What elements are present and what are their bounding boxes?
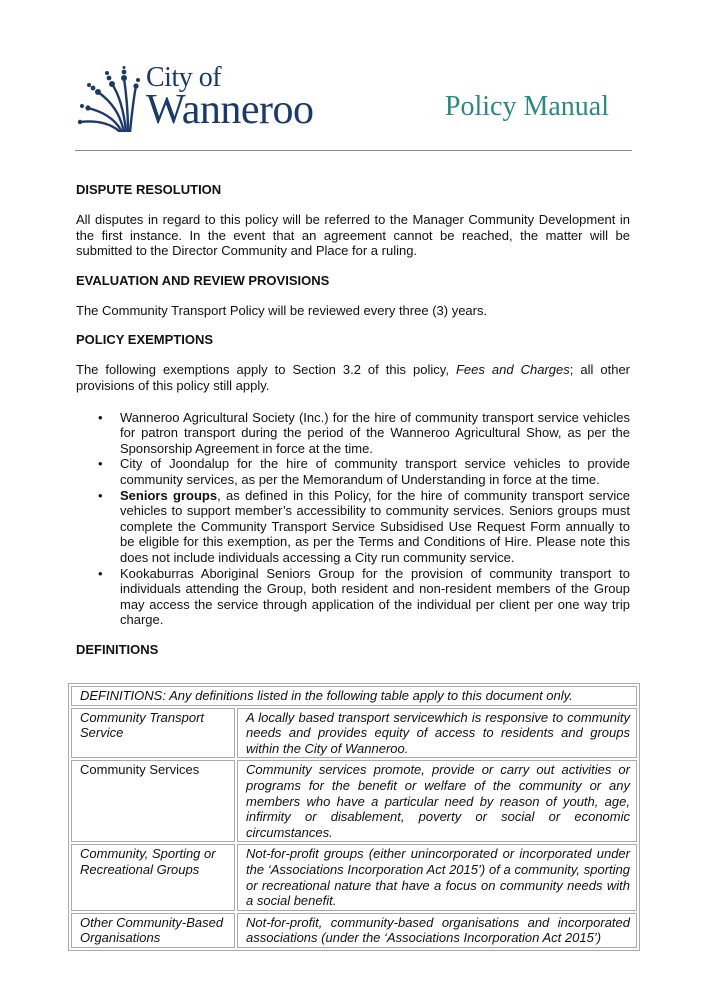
list-item: • Seniors groups, as defined in this Policy, for the hire of community transport service vehicles to support member’s accessibility to community services. Seniors groups must complete the Community Transport Service Subsidised Use Request Form annually to be eligible for this exemption, as per the Terms and Conditions of Hire. Please note this does not include individuals accessing a City run community service.: [98, 487, 630, 565]
list-item: • Wanneroo Agricultural Society (Inc.) for the hire of community transport service vehicles for patron transport during the period of the Wanneroo Agricultural Show, as per the Sponsorship Agreement in force at the time.: [98, 409, 630, 456]
term-cell: Community, Sporting or Recreational Groups: [71, 844, 235, 910]
page-content: [76, 182, 630, 658]
definitions-section: [76, 642, 630, 658]
logo-wanneroo: Wanneroo: [146, 87, 314, 133]
list-item: • City of Joondalup for the hire of community transport service vehicles to provide community services, as per the Memorandum of Understanding in force at the time.: [98, 456, 630, 487]
city-of-wanneroo-logo: [76, 62, 326, 134]
logo-city-of: City of: [146, 62, 222, 93]
exemptions-section: [76, 332, 630, 628]
table-row: [71, 708, 637, 759]
term-cell: Community Transport Service: [71, 708, 235, 759]
table-header-row: [71, 686, 637, 706]
wanneroo-plant-icon: [76, 66, 140, 132]
table-row: [71, 844, 637, 910]
definition-cell: A locally based transport servicewhich is responsive to community needs and provides equity of access to residents and groups within the City of Wanneroo.: [237, 708, 637, 759]
exemptions-heading: POLICY EXEMPTIONS: [76, 332, 214, 348]
evaluation-heading: EVALUATION AND REVIEW PROVISIONS: [76, 272, 330, 288]
dispute-heading: DISPUTE RESOLUTION: [76, 182, 222, 197]
table-header-cell: DEFINITIONS: Any definitions listed in the following table apply to this document only.: [71, 686, 637, 706]
exemptions-list: [76, 410, 630, 628]
definition-cell: Community services promote, provide or carry out activities or programs for the benefit or welfare of the community or any members who have a particular need by reason of youth, age, infirmity or disablement, poverty or social or economic circumstances.: [237, 760, 637, 842]
definition-cell: Not-for-profit groups (either unincorporated or incorporated under the ‘Associations Incorporation Act 2015’) of a community, sporting or recreational nature that have a focus on community needs with a social benefit.: [237, 844, 637, 910]
dispute-body: All disputes in regard to this policy will be referred to the Manager Community Development in the first instance. In the event that an agreement cannot be reached, the matter will be submitted to the Director Community and Place for a ruling.: [76, 212, 630, 259]
document-type-title: Policy Manual: [444, 91, 609, 122]
evaluation-body: The Community Transport Policy will be reviewed every three (3) years.: [76, 302, 488, 318]
exemptions-intro: The following exemptions apply to Section 3.2 of this policy, Fees and Charges; all other provisions of this policy still apply.: [76, 362, 631, 393]
term-cell: Other Community-Based Organisations: [71, 913, 235, 948]
definitions-heading: DEFINITIONS: [76, 641, 159, 657]
definition-cell: Not-for-profit, community-based organisations and incorporated associations (under the ‘Associations Incorporation Act 2015’): [237, 913, 637, 948]
header-divider: [75, 150, 632, 151]
definitions-table: [68, 683, 640, 951]
evaluation-section: [76, 273, 630, 319]
term-cell: Community Services: [71, 760, 235, 842]
list-item: • Kookaburras Aboriginal Seniors Group for the provision of community transport to individuals attending the Group, both resident and non-resident members of the Group may access the service through application of the individual per client per one way trip charge.: [98, 565, 630, 628]
table-row: [71, 913, 637, 948]
dispute-section: [76, 182, 630, 259]
table-row: [71, 760, 637, 842]
